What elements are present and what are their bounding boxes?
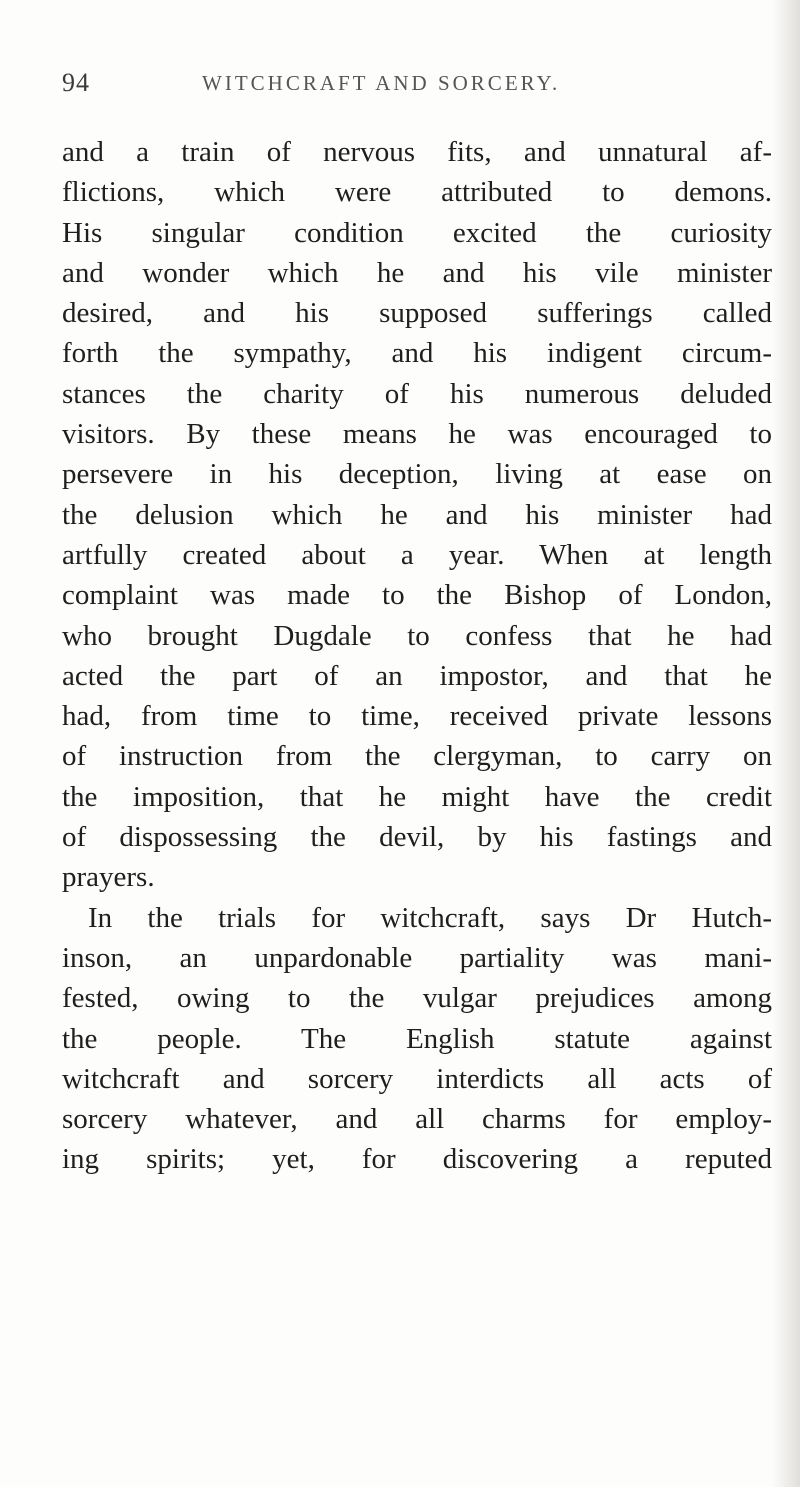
paragraph-end-line: prayers. <box>62 861 155 894</box>
text-line: flictions, which were attributed to demons. <box>62 176 772 209</box>
text-line: and wonder which he and his vile minister <box>62 256 772 289</box>
text-line: stances the charity of his numerous deluded <box>62 377 772 410</box>
text-line: and a train of nervous fits, and unnatural af- <box>62 136 772 168</box>
text-line: desired, and his supposed sufferings called <box>62 297 772 330</box>
paragraph-start-line: In the trials for witchcraft, says Dr Hutch- <box>88 901 772 934</box>
text-line: the imposition, that he might have the credit <box>62 780 772 813</box>
text-line: complaint was made to the Bishop of London, <box>62 579 772 612</box>
text-line: persevere in his deception, living at ease on <box>62 458 772 491</box>
running-title: WITCHCRAFT AND SORCERY. <box>202 71 561 95</box>
text-line: sorcery whatever, and all charms for employ- <box>62 1103 772 1136</box>
text-line: of instruction from the clergyman, to carry on <box>62 740 772 773</box>
page-edge-shadow <box>772 0 800 1487</box>
text-line: acted the part of an impostor, and that he <box>62 659 772 692</box>
text-line: His singular condition excited the curiosity <box>62 216 772 249</box>
text-line: of dispossessing the devil, by his fastings and <box>62 821 772 854</box>
text-line: artfully created about a year. When at length <box>62 538 772 571</box>
text-line: the delusion which he and his minister had <box>62 498 772 531</box>
text-line: had, from time to time, received private lessons <box>62 700 772 733</box>
text-line: visitors. By these means he was encouraged to <box>62 418 772 451</box>
text-line: witchcraft and sorcery interdicts all acts of <box>62 1062 772 1095</box>
text-line: who brought Dugdale to confess that he had <box>62 619 772 652</box>
page-number: 94 <box>62 68 90 97</box>
text-line: inson, an unpardonable partiality was mani- <box>62 941 772 974</box>
body-text <box>62 132 772 1180</box>
text-line: ing spirits; yet, for discovering a reputed <box>62 1143 772 1176</box>
text-line: forth the sympathy, and his indigent circum- <box>62 337 772 370</box>
text-line: fested, owing to the vulgar prejudices among <box>62 982 772 1015</box>
running-head <box>62 68 782 108</box>
text-line: the people. The English statute against <box>62 1022 772 1055</box>
